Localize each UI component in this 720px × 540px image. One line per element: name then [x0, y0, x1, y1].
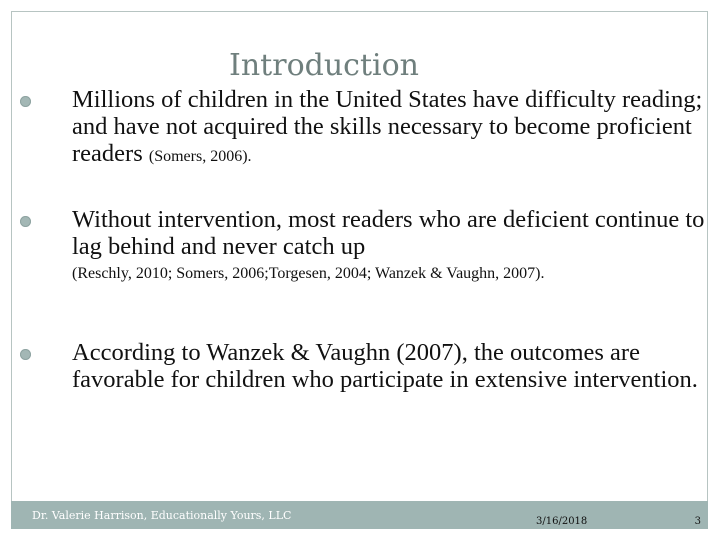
bullet-item-3 [20, 339, 710, 393]
bullet-main-text-1: Millions of children in the United States have difficulty reading; and have not acquired the skills necessary to become proficient readers [72, 86, 703, 167]
slide-footer [11, 501, 708, 529]
bullet-item-1 [20, 86, 710, 167]
bullet-citation-2: (Reschly, 2010; Somers, 2006;Torgesen, 2004; Wanzek & Vaughn, 2007). [72, 265, 545, 282]
round-bullet-icon [20, 96, 31, 107]
page-number: 3 [694, 516, 701, 527]
footer-date: 3/16/2018 [536, 516, 588, 527]
bullet-text-2 [72, 206, 710, 283]
round-bullet-icon [20, 216, 31, 227]
bullet-main-text-2: Without intervention, most readers who are deficient continue to lag behind and never catch up [72, 206, 705, 260]
bullet-text-1 [72, 86, 710, 167]
round-bullet-icon [20, 349, 31, 360]
bullet-citation-1: (Somers, 2006). [148, 148, 252, 165]
slide-title: Introduction [229, 48, 419, 83]
bullet-text-3 [72, 339, 710, 393]
bullet-item-2 [20, 206, 710, 283]
footer-author: Dr. Valerie Harrison, Educationally Yours, LLC [32, 509, 292, 522]
bullet-main-text-3: According to Wanzek & Vaughn (2007), the outcomes are favorable for children who participate in extensive intervention. [72, 339, 698, 393]
